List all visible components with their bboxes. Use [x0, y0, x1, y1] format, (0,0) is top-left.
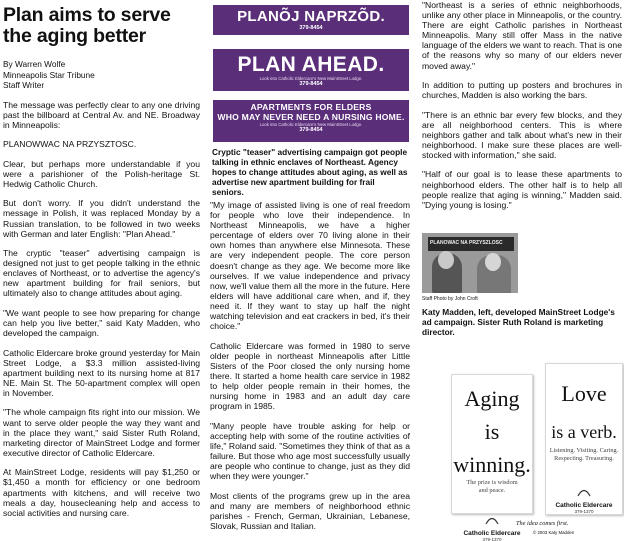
ad-subtext: Look into Catholic Eldercare's New MainStreet Lodge.: [259, 122, 363, 127]
poster-sub-line2: and peace.: [478, 487, 506, 494]
paragraph: But don't worry. If you didn't understand the message in Polish, it was replaced Monday by a Russian translation, to be followed in two weeks with German and later English: "Plan Ahead.": [3, 198, 200, 239]
poster-line2: is a verb.: [551, 422, 617, 442]
paragraph: "My image of assisted living is one of real freedom for people who love their independence. In Northeast Minneapolis, we have a higher percentage of elders over 70 living alone in their own homes than anywhere else Minnesota. These are very independent people. The core person doesn't change as they age. We become more like ourselves. If we value independence and privacy now, we'll value them all the more in the future. Here elders will have additional care when, and if, they need it. If they want to stay up half the night watching television and eat crackers in bed, it's their choice.": [210, 200, 410, 332]
billboard-ad-polish: [213, 5, 409, 35]
ad-phone: 379-8454: [299, 127, 323, 133]
ad-title-line2: WHO MAY NEVER NEED A NURSING HOME.: [217, 111, 405, 122]
ad-title-line1: APARTMENTS FOR ELDERS: [250, 102, 372, 112]
ad-title: PLAN AHEAD.: [237, 53, 385, 76]
poster-sub-line1: Listening. Visiting. Caring.: [549, 447, 619, 454]
billboard-ad-apartments: [213, 100, 409, 142]
byline-role: Staff Writer: [3, 80, 45, 90]
photo-person-right-head: [485, 253, 501, 271]
ad-title: PLANÕJ NAPRZÕD.: [237, 8, 385, 25]
poster-sub: [546, 447, 622, 463]
paragraph: "There is an ethnic bar every few blocks, and they are all neighborhood centers. This is where neighbors gather and talk about what's new in their neighborhood. I make sure these places are well-stocked with information," she said.: [422, 109, 622, 160]
byline-publication: Minneapolis Star Tribune: [3, 69, 95, 80]
paragraph: "Northeast is a series of ethnic neighborhoods, unlike any other place in Minneapolis, or the country. There are eight Catholic parishes in Northeast Minneapolis. Many still offer Mass in the native language of the elders we want to reach. That is one of the reasons why so many of our elders never moved away.": [422, 0, 622, 71]
ads-caption: Cryptic "teaser" advertising campaign got people talking in ethnic enclaves of Northeast. Agency hopes to change attitudes about aging, as well as advertise new apartment building for frail seniors.: [212, 147, 408, 197]
paragraph: "The whole campaign fits right into our mission. We want to serve older people the way they want and in the place they want," said Sister Ruth Roland, marketing director of MainStreet Lodge and former executive director of Catholic Eldercare.: [3, 407, 200, 458]
paragraph: "We want people to see how preparing for change can help you live better," said Katy Madden, who developed the campaign.: [3, 307, 200, 339]
poster-phone: 379-1370: [574, 509, 594, 514]
ad-subtext: Look into Catholic Eldercare's New MainStreet Lodge.: [259, 76, 363, 81]
article-body-col3: [422, 0, 622, 219]
poster-line3: winning.: [453, 452, 531, 477]
ad-phone: 379-8454: [299, 81, 323, 87]
poster-sub-line1: The prize is wisdom: [466, 479, 518, 486]
headline: Plan aims to serve the aging better: [3, 4, 171, 47]
poster-aging-is-winning: [451, 374, 533, 541]
poster-org: Catholic Eldercare: [555, 502, 613, 509]
paragraph: "Half of our goal is to lease these apartments to neighborhood elders. The other half is to help all people realize that aging is winning," Madden said. "Dying young is losing.": [422, 169, 622, 210]
photo-credit: Staff Photo by John Croft: [422, 296, 478, 302]
paragraph: PLANOWWAC NA PRZYSZTOSC.: [3, 139, 137, 150]
paragraph: At MainStreet Lodge, residents will pay $1,250 or $1,450 a month for efficiency or one bedroom apartments with kitchens, and will receive two meals a day, housecleaning help and access to social activities and nursing care.: [3, 467, 200, 518]
paragraph: The cryptic "teaser" advertising campaign is designed not just to get people talking in the ethnic enclaves of Northeast, or to advertise the agency's new apartment building for frail seniors, but ultimately also to change attitudes about aging.: [3, 248, 200, 299]
article-column-1: [3, 0, 200, 527]
poster-org: Catholic Eldercare: [463, 530, 521, 537]
ad-phone: 379-8454: [299, 25, 323, 31]
poster-line2: is: [484, 419, 500, 444]
poster-phone: 379-1370: [482, 537, 502, 541]
paragraph: In addition to putting up posters and brochures in churches, Madden is also working the bars.: [422, 80, 622, 101]
billboard-ad-english: [213, 49, 409, 91]
photo-person-left-head: [438, 251, 454, 269]
poster-line1: Aging: [464, 386, 520, 411]
poster-sub-line2: Respecting. Treasuring.: [554, 455, 614, 462]
paragraph: Catholic Eldercare broke ground yesterday for Main Street Lodge, a $3.3 million assisted-living apartment building next to its nursing home at 817 NE. Main St. The 50-apartment complex will open in November.: [3, 347, 200, 398]
photo-sign-text: PLANOWAC NA PRZYSZLOSC: [430, 240, 503, 246]
paragraph: The message was perfectly clear to any one driving past the billboard at Central Av. and NE. Broadway in Minneapolis:: [3, 99, 200, 130]
eldercare-logo-icon: [577, 487, 591, 497]
photo-window: [428, 237, 514, 251]
copyright: © 2003 Katy Madden: [533, 530, 575, 535]
paragraph: Clear, but perhaps more understandable if you were a parishioner of the Polish-heritage St. Hedwig Catholic Church.: [3, 158, 200, 189]
byline-author: By Warren Wolfe: [3, 59, 66, 69]
poster-line1: Love: [561, 381, 607, 406]
poster-love-is-a-verb: [545, 363, 623, 515]
eldercare-logo-icon: [485, 515, 499, 525]
article-body-col2: [210, 200, 410, 540]
paragraph: Catholic Eldercare was formed in 1980 to serve older people in northeast Minneapolis after Little Sisters of the Poor closed the only nursing home there. It started a home health care service in 1982 to help older people remain in their homes, the nursing home in 1983 and an adult day care program in 1985.: [210, 340, 410, 412]
article-body-col1: [3, 100, 200, 518]
paragraph: Most clients of the programs grew up in the area and many are members of neighborhood ethnic parishes - French, German, Ukrainian, Lebanese, Slovak, Russian and Italian.: [210, 490, 410, 531]
byline: [3, 59, 200, 91]
tagline: The idea comes first.: [516, 520, 569, 527]
paragraph: "Many people have trouble asking for help or accepting help with some of the routine activities of life," Roland said. "Sometimes they think of that as a failure. But those who age most successfully usually are people who continue to change, just as they did when they were younger.": [210, 420, 410, 482]
poster-sub: [452, 479, 532, 495]
photo-madden-roland: [422, 233, 518, 293]
photo-caption: Katy Madden, left, developed MainStreet Lodge's ad campaign. Sister Ruth Roland is marketing director.: [422, 307, 615, 337]
